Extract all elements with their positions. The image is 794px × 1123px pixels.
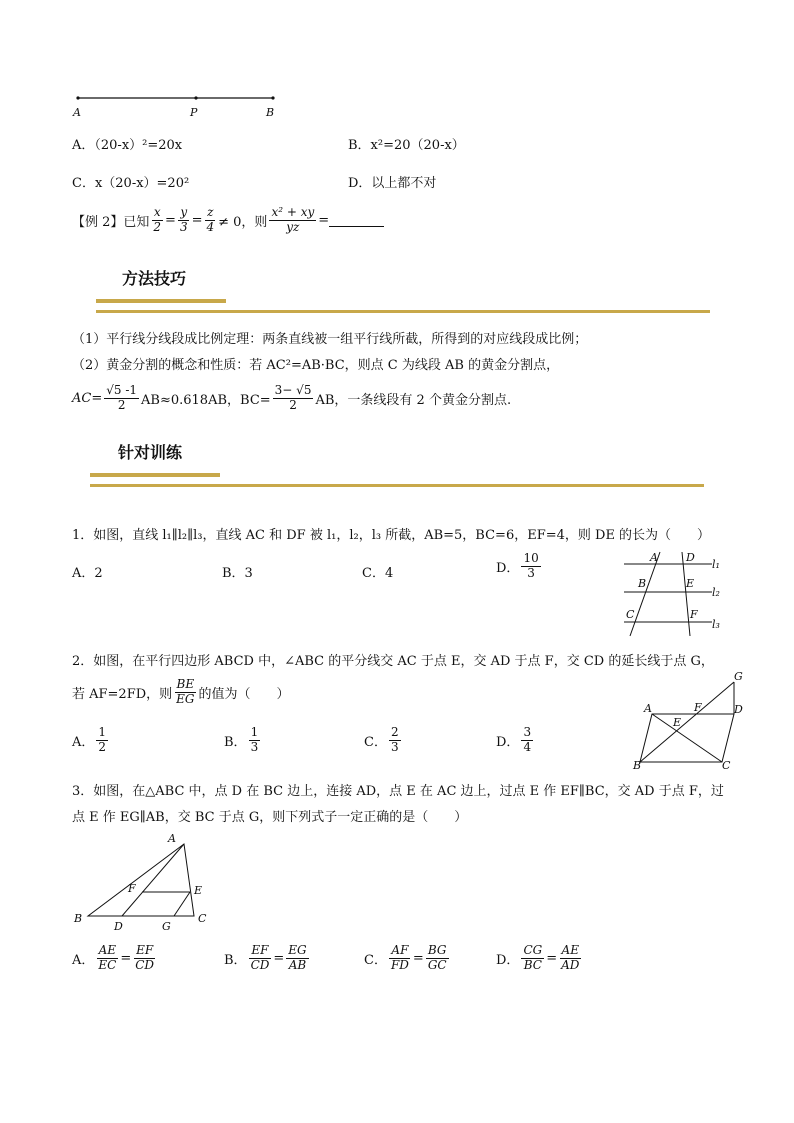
example-2: 【例 2】已知 $\frac{x}{2}$ = $\frac{y}{3}$ = $\frac{z}{4}$ ≠ 0，则 $\frac{\text{x² + xy}}{yz}$ = <box>72 206 384 235</box>
option-top-a: A．（20-x）²=20x <box>72 138 183 153</box>
section-title-method: 方法技巧 <box>122 269 187 288</box>
q3-text-2: 点 E 作 EG∥AB，交 BC 于点 G，则下列式子一定正确的是（ ） <box>72 810 468 825</box>
section-bar-long <box>96 310 710 313</box>
svg-text:l₃: l₃ <box>712 618 720 631</box>
svg-text:C: C <box>722 759 731 770</box>
q2-option-d: D． $\frac{3}{4}$ <box>496 725 532 754</box>
q2-option-c: C． $\frac{2}{3}$ <box>364 725 399 754</box>
svg-text:F: F <box>694 701 702 714</box>
svg-text:A: A <box>650 551 658 564</box>
svg-text:l₁: l₁ <box>712 558 720 571</box>
option-top-c: C．x（20-x）=20² <box>72 176 190 191</box>
label-B: B <box>266 106 275 119</box>
svg-text:C: C <box>198 912 207 925</box>
answer-blank <box>329 214 384 227</box>
svg-text:D: D <box>114 920 123 933</box>
q1-option-b: B．3 <box>222 566 253 581</box>
svg-text:D: D <box>734 703 743 716</box>
section-bar-short-2 <box>90 473 220 477</box>
frac-golden-ac: $\frac{√5 -1}{2}$ <box>106 383 138 412</box>
q2-figure <box>630 670 750 770</box>
svg-text:E: E <box>194 884 203 897</box>
section-bar-short <box>96 299 226 303</box>
svg-text:G: G <box>162 920 171 933</box>
frac-y-3: $\frac{y}{3}$ <box>179 205 188 234</box>
frac-expression: $\frac{\text{x² + xy}}{yz}$ <box>271 205 315 234</box>
frac-z-4: $\frac{z}{4}$ <box>206 205 215 234</box>
svg-text:B: B <box>633 759 642 770</box>
q3-option-b: B． $\frac{EF}{CD}$ = $\frac{EG}{AB}$ <box>224 943 307 972</box>
q3-text-1: 3．如图，在△ABC 中，点 D 在 BC 边上，连接 AD，点 E 在 AC 边上，过点 E 作 EF∥BC，交 AD 于点 F，过 <box>72 784 724 799</box>
q1-option-d: D． $\frac{10}{3}$ <box>496 551 539 580</box>
svg-text:B: B <box>638 577 647 590</box>
option-top-b: B．x²=20（20-x） <box>348 138 465 153</box>
svg-text:A: A <box>168 832 176 845</box>
label-A: A <box>73 106 81 119</box>
q3-option-d: D． $\frac{CG}{BC}$ = $\frac{AE}{AD}$ <box>496 943 580 972</box>
svg-text:C: C <box>626 608 635 621</box>
section-title-training: 针对训练 <box>118 443 183 462</box>
label-P: P <box>190 106 198 119</box>
q3-option-a: A． $\frac{AE}{EC}$ = $\frac{EF}{CD}$ <box>72 943 155 972</box>
method-line-3: AC= $\frac{√5 -1}{2}$ AB≈0.618AB，BC= $\frac{3- √5}{2}$ AB，一条线段有 2 个黄金分割点. <box>72 383 512 412</box>
q2-text-1: 2．如图，在平行四边形 ABCD 中，∠ABC 的平分线交 AC 于点 E，交 AD 于点 F，交 CD 的延长线于点 G， <box>72 654 714 669</box>
q1-figure <box>616 548 726 640</box>
q2-option-b: B． $\frac{1}{3}$ <box>224 725 259 754</box>
svg-text:G: G <box>734 670 743 683</box>
q1-text: 1．如图，直线 l₁∥l₂∥l₃，直线 AC 和 DF 被 l₁，l₂，l₃ 所截，AB=5，BC=6，EF=4，则 DE 的长为（ ） <box>72 528 711 543</box>
q2-text-2: 若 AF=2FD，则 $\frac{BE}{EG}$ 的值为（ ） <box>72 677 290 706</box>
method-line-2: （2）黄金分割的概念和性质：若 AC²=AB·BC，则点 C 为线段 AB 的黄金分割点， <box>72 358 560 373</box>
svg-text:F: F <box>690 608 698 621</box>
q1-option-a: A．2 <box>72 566 103 581</box>
svg-text:D: D <box>686 551 695 564</box>
svg-text:l₂: l₂ <box>712 586 720 599</box>
section-bar-long-2 <box>90 484 704 487</box>
frac-x-2: $\frac{x}{2}$ <box>153 205 162 234</box>
svg-text:F: F <box>128 882 136 895</box>
q2-option-a: A． $\frac{1}{2}$ <box>72 725 107 754</box>
q3-figure <box>70 830 220 938</box>
q1-option-c: C．4 <box>362 566 394 581</box>
svg-text:B: B <box>74 912 83 925</box>
method-line-1: （1）平行线分线段成比例定理：两条直线被一组平行线所截，所得到的对应线段成比例； <box>72 332 588 347</box>
svg-text:A: A <box>644 702 652 715</box>
example-2-prefix: 【例 2】已知 <box>72 214 150 230</box>
svg-text:E: E <box>673 716 682 729</box>
q3-option-c: C． $\frac{AF}{FD}$ = $\frac{BG}{GC}$ <box>364 943 447 972</box>
option-top-d: D．以上都不对 <box>348 176 437 191</box>
svg-text:E: E <box>686 577 695 590</box>
segment-figure <box>68 88 288 120</box>
frac-golden-bc: $\frac{3- √5}{2}$ <box>274 383 312 412</box>
